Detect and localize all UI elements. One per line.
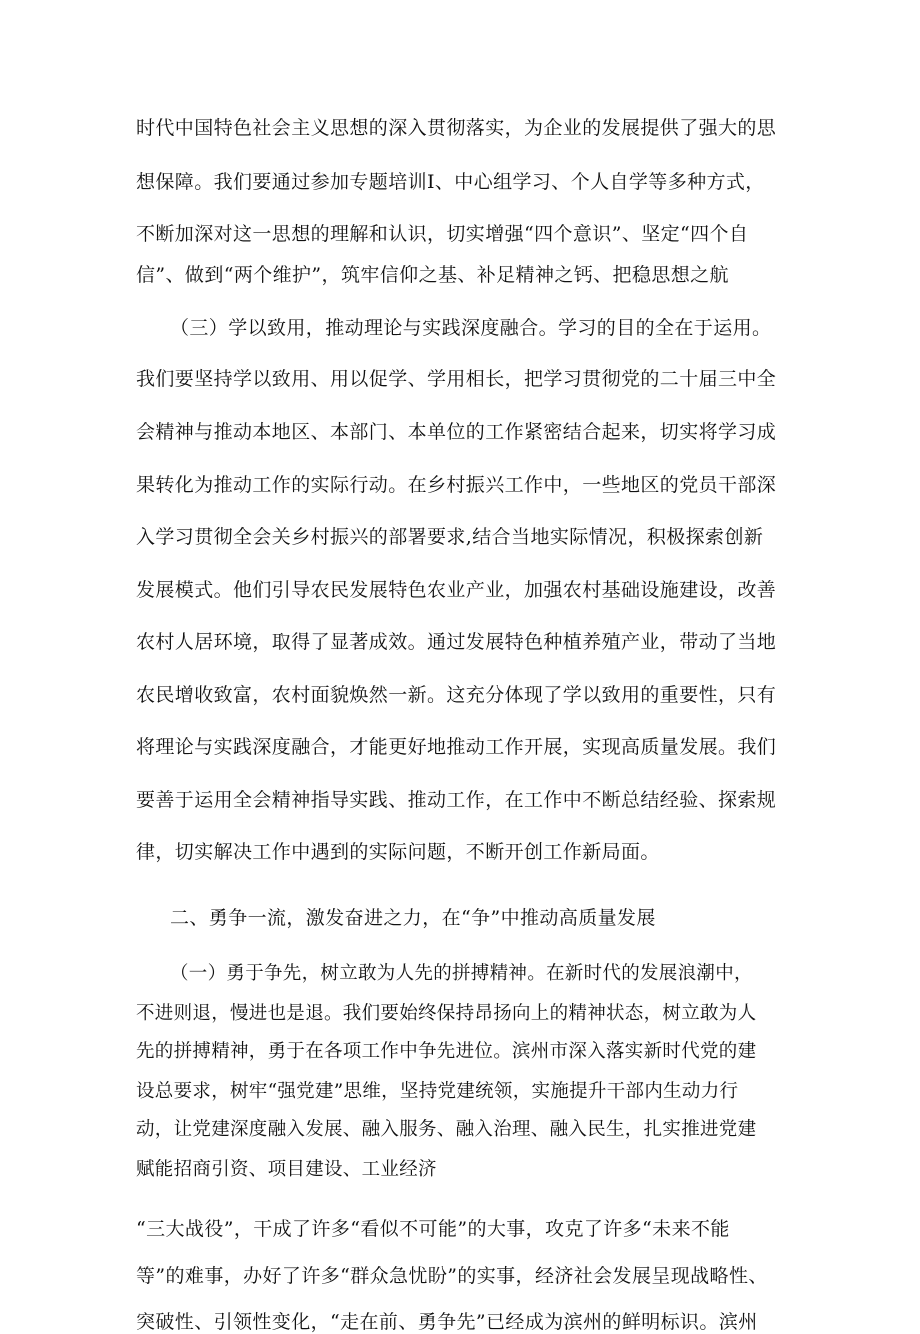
paragraph-line: “三大战役”，干成了许多“看似不可能”的大事，攻克了许多“未来不能 [136, 1218, 730, 1240]
paragraph-line: 将理论与实践深度融合，才能更好地推动工作开展，实现高质量发展。我们 [136, 736, 777, 758]
paragraph-line: 不断加深对这一思想的理解和认识，切实增强“四个意识”、坚定“四个自 [136, 223, 749, 245]
paragraph-line: 信”、做到“两个维护”，筑牢信仰之基、补足精神之钙、把稳思想之航 [136, 264, 729, 286]
section-heading-2: 二、勇争一流，激发奋进之力，在“争”中推动高质量发展 [170, 907, 656, 929]
paragraph-line: 果转化为推动工作的实际行动。在乡村振兴工作中，一些地区的党员干部深 [136, 474, 777, 496]
section-heading-3: （三）学以致用，推动理论与实践深度融合。学习的目的全在于运用。 [170, 317, 772, 339]
paragraph-line: 农民增收致富，农村面貌焕然一新。这充分体现了学以致用的重要性，只有 [136, 684, 777, 706]
paragraph-line: 突破性、引领性变化，“走在前、勇争先”已经成为滨州的鲜明标识。滨州 [136, 1311, 758, 1333]
paragraph-line: 要善于运用全会精神指导实践、推动工作，在工作中不断总结经验、探索规 [136, 789, 777, 811]
section-heading-1: （一）勇于争先，树立敢为人先的拼搏精神。在新时代的发展浪潮中， [170, 963, 753, 984]
paragraph-line: 时代中国特色社会主义思想的深入贯彻落实，为企业的发展提供了强大的思 [136, 117, 777, 139]
paragraph-line: 会精神与推动本地区、本部门、本单位的工作紧密结合起来，切实将学习成 [136, 421, 777, 443]
paragraph-line: 想保障。我们要通过参加专题培训I、中心组学习、个人自学等多种方式， [136, 171, 765, 193]
paragraph-line: 律，切实解决工作中遇到的实际问题，不断开创工作新局面。 [136, 841, 660, 863]
paragraph-line: 先的拼搏精神，勇于在各项工作中争先进位。滨州市深入落实新时代党的建 [136, 1041, 757, 1062]
paragraph-line: 设总要求，树牢“强党建”思维，坚持党建统领，实施提升干部内生动力行 [136, 1081, 739, 1102]
paragraph-line: 农村人居环境，取得了显著成效。通过发展特色种植养殖产业，带动了当地 [136, 631, 777, 653]
paragraph-line: 入学习贯彻全会关乡村振兴的部署要求,结合当地实际情况，积极探索创新 [136, 526, 764, 548]
paragraph-line: 我们要坚持学以致用、用以促学、学用相长，把学习贯彻党的二十届三中全 [136, 368, 777, 390]
paragraph-line: 赋能招商引资、项目建设、工业经济 [136, 1159, 437, 1180]
paragraph-line: 不进则退，慢进也是退。我们要始终保持昂扬向上的精神状态，树立敢为人 [136, 1003, 757, 1024]
paragraph-line: 等”的难事，办好了许多“群众急忧盼”的实事，经济社会发展呈现战略性、 [136, 1265, 768, 1287]
paragraph-line: 发展模式。他们引导农民发展特色农业产业，加强农村基础设施建设，改善 [136, 579, 777, 601]
paragraph-line: 动，让党建深度融入发展、融入服务、融入治理、融入民生，扎实推进党建 [136, 1119, 757, 1140]
